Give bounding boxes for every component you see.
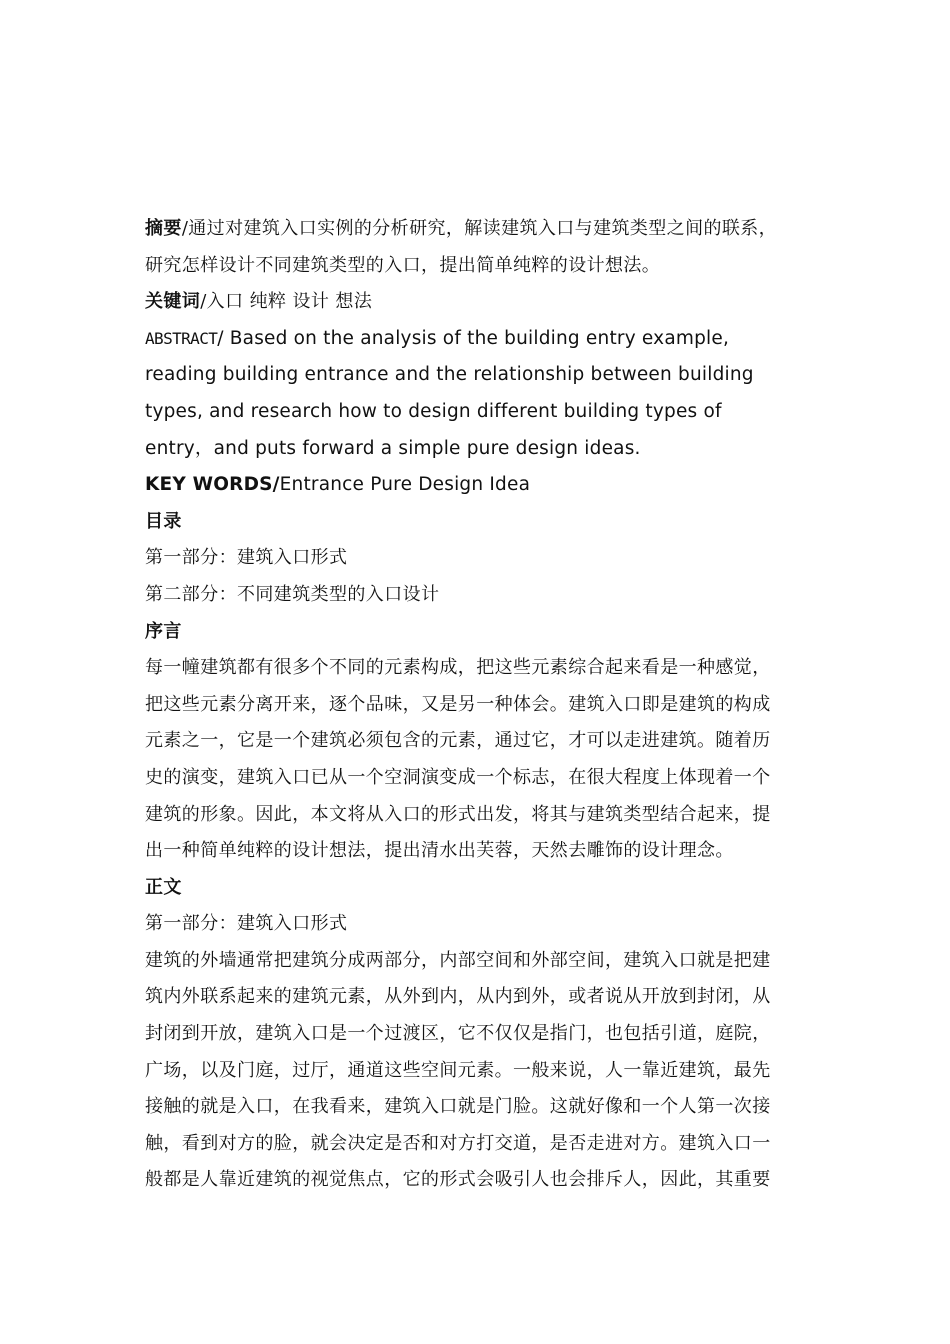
- body-line: 广场，以及门庭，过厅，通道这些空间元素。一般来说，人一靠近建筑，最先: [145, 1059, 771, 1081]
- abstract-en-line-1: [145, 321, 805, 358]
- abstract-en-line-3: types, and research how to design different building types of: [145, 400, 722, 422]
- abstract-cn-text-1: /通过对建筑入口实例的分析研究，解读建筑入口与建筑类型之间的联系，: [181, 218, 778, 239]
- body-line: 封闭到开放，建筑入口是一个过渡区，它不仅仅是指门，也包括引道，庭院，: [145, 1023, 771, 1045]
- preface-line: 出一种简单纯粹的设计想法，提出清水出芙蓉，天然去雕饰的设计理念。: [145, 840, 734, 862]
- preface-line: 史的演变，建筑入口已从一个空洞演变成一个标志，在很大程度上体现着一个: [145, 766, 771, 788]
- abstract-cn-line-2: 研究怎样设计不同建筑类型的入口，提出简单纯粹的设计想法。: [145, 254, 661, 276]
- preface-heading: 序言: [145, 620, 182, 642]
- body-line: 建筑的外墙通常把建筑分成两部分，内部空间和外部空间，建筑入口就是把建: [145, 949, 771, 971]
- abstract-en-label: ABSTRACT: [145, 328, 218, 348]
- toc-heading: 目录: [145, 510, 182, 532]
- body-line: 接触的就是入口，在我看来，建筑入口就是门脸。这就好像和一个人第一次接: [145, 1096, 771, 1118]
- keywords-en-label: KEY WORDS/: [145, 474, 280, 496]
- keywords-cn-text: /入口 纯粹 设计 想法: [200, 291, 373, 313]
- abstract-en-line-2: reading building entrance and the relationship between building: [145, 364, 754, 386]
- preface-line: 元素之一，它是一个建筑必须包含的元素，通过它，才可以走进建筑。随着历: [145, 730, 771, 752]
- toc-item: 第一部分：建筑入口形式: [145, 547, 348, 569]
- abstract-cn-label: 摘要: [145, 218, 182, 239]
- keywords-cn: [145, 284, 805, 321]
- body-line: 般都是人靠近建筑的视觉焦点，它的形式会吸引人也会排斥人，因此，其重要: [145, 1169, 771, 1191]
- abstract-en-line-4: entry，and puts forward a simple pure design ideas.: [145, 437, 641, 459]
- toc-item: 第二部分：不同建筑类型的入口设计: [145, 583, 440, 605]
- body-line: 筑内外联系起来的建筑元素，从外到内，从内到外，或者说从开放到封闭，从: [145, 986, 771, 1008]
- abstract-en-text-1: / Based on the analysis of the building entry example,: [217, 327, 730, 349]
- preface-line: 建筑的形象。因此，本文将从入口的形式出发，将其与建筑类型结合起来，提: [145, 803, 771, 825]
- body-heading: 正文: [145, 876, 182, 898]
- abstract-cn-line-1: [145, 211, 805, 248]
- keywords-en: [145, 467, 805, 504]
- body-line: 触，看到对方的脸，就会决定是否和对方打交道，是否走进对方。建筑入口一: [145, 1132, 771, 1154]
- keywords-cn-label: 关键词: [145, 291, 201, 313]
- preface-line: 每一幢建筑都有很多个不同的元素构成，把这些元素综合起来看是一种感觉，: [145, 657, 771, 679]
- document-page: [145, 211, 805, 1199]
- keywords-en-text: Entrance Pure Design Idea: [279, 474, 531, 496]
- preface-line: 把这些元素分离开来，逐个品味，又是另一种体会。建筑入口即是建筑的构成: [145, 693, 771, 715]
- body-subheading: 第一部分：建筑入口形式: [145, 913, 348, 935]
